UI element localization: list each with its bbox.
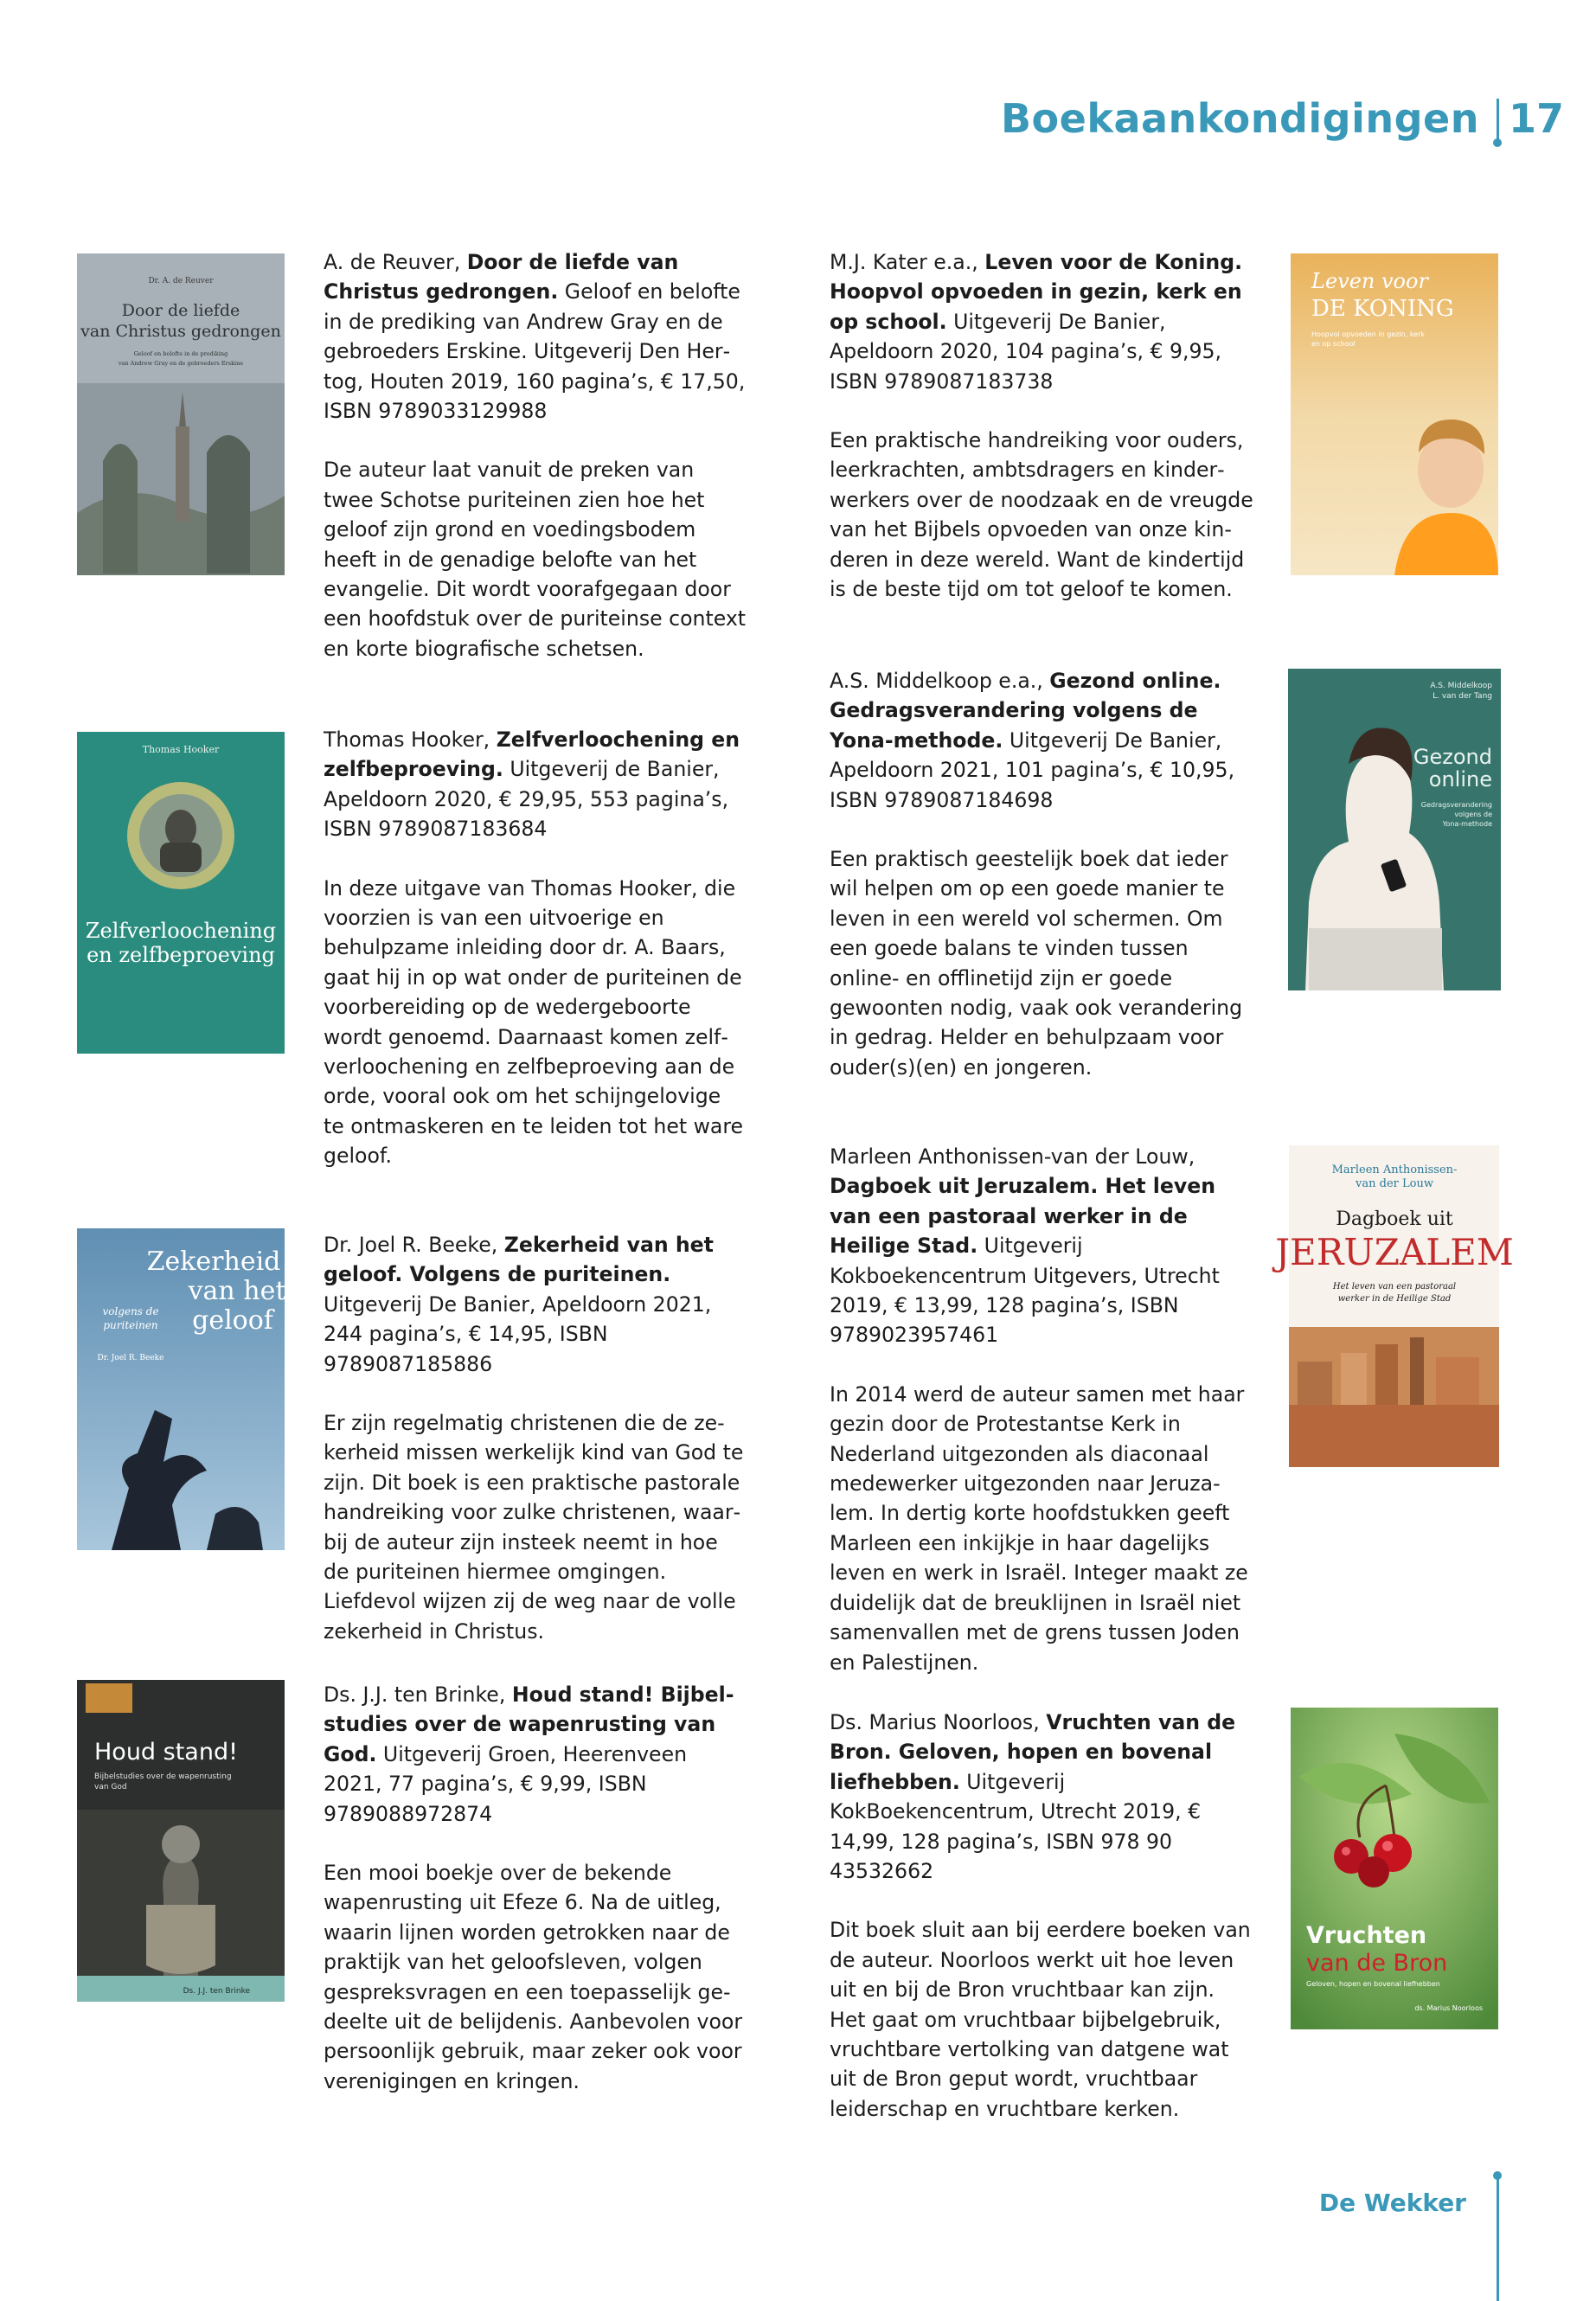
- cover-title: Dagboek uit: [1336, 1208, 1453, 1230]
- cover-title: en zelfbeproeving: [87, 943, 275, 967]
- cover-author: Dr. A. de Reuver: [148, 277, 214, 285]
- cover-subtitle: volgens de: [1454, 811, 1492, 818]
- book-cover-noorloos: [1291, 1708, 1498, 2029]
- cover-title: Door de liefde: [121, 301, 240, 320]
- book-entry: [830, 247, 1253, 633]
- book-citation: [324, 725, 747, 844]
- cover-author: ds. Marius Noorloos: [1414, 2004, 1483, 2012]
- cover-subtitle: Gedragsverandering: [1420, 801, 1492, 809]
- book-description: In deze uitgave van Thomas Hooker, die voorzien is van een uitvoerige en behulpzame inleiding door dr. A. Baars, gaat hij in op wat onder de puriteinen de voorbereiding op de wedergeboorte wordt genoemd. Daarnaast komen zelfverloochening en zelfbeproeving aan de orde, vooral ook om het schijngelovige te ontmaskeren en te leiden tot het ware geloof.: [324, 875, 744, 1169]
- cover-title: van het: [188, 1276, 286, 1306]
- book-entry: [830, 1142, 1253, 1707]
- book-cover-anthonissen: [1275, 1145, 1514, 1467]
- book-cover-ten-brinke: [77, 1680, 285, 2002]
- book-description: Een praktisch geestelijk boek dat ieder wil helpen om op een goede manier te leven in een wereld vol schermen. Om een goede balans te vinden tussen online- en offlinetijd zijn er goede gewoonten nodig, vaak ook verandering in gedrag. Helder en behulpzaam voor ouder(s)(en) en jongeren.: [830, 847, 1243, 1080]
- book-citation: [324, 1230, 747, 1379]
- cover-author: Dr. Joel R. Beeke: [97, 1354, 164, 1362]
- cover-author: A.S. Middelkoop: [1430, 682, 1492, 690]
- book-entry: [324, 1230, 747, 1676]
- book-title: Vruchten van de Bron. Geloven, hopen en bovenal liefhebben.: [830, 1710, 1236, 1794]
- book-details: Geloof en belofte in de prediking van Andrew Gray en de gebroeders Erskine. Uitgeverij Den Hertog, Houten 2019, 160 pagina’s, € 17,50, ISBN 9789033129988: [324, 279, 746, 424]
- cover-title: Leven voor: [1311, 269, 1428, 293]
- cover-title: Houd stand!: [94, 1739, 238, 1766]
- cover-author: van der Louw: [1356, 1177, 1433, 1190]
- cover-subtitle: van God: [94, 1783, 127, 1791]
- book-author: A. de Reuver,: [324, 250, 467, 274]
- cover-title: online: [1428, 767, 1492, 792]
- book-description: Dit boek sluit aan bij eerdere boeken van de auteur. Noorloos werkt uit hoe leven uit en bij de Bron vruchtbaar kan zijn. Het gaat om vruchtbaar bijbelgebruik, vruchtbare vertolking van datgene wat uit de Bron geput wordt, vruchtbaar leiderschap en vruchtbare kerken.: [830, 1918, 1251, 2121]
- cover-author: Ds. J.J. ten Brinke: [183, 1987, 250, 1996]
- cover-author: L. van der Tang: [1433, 692, 1492, 701]
- book-cover-hooker: [77, 732, 285, 1054]
- cover-title: van de Bron: [1306, 1950, 1448, 1977]
- page-number: 17: [1509, 95, 1565, 142]
- book-author: M.J. Kater e.a.,: [830, 250, 985, 274]
- book-author: Dr. Joel R. Beeke,: [324, 1233, 504, 1257]
- book-author: Ds. J.J. ten Brinke,: [324, 1682, 512, 1707]
- book-details: Uitgeverij De Banier, Apeldoorn 2021, 101 pagina’s, € 10,95, ISBN 9789087184698: [830, 727, 1235, 812]
- book-citation: [324, 1680, 747, 1829]
- book-entry: [324, 247, 747, 693]
- book-description: Er zijn regelmatig christenen die de zekerheid missen werkelijk kind van God te zijn. Dit boek is een praktische pastorale handreiking voor zulke christenen, waarbij de auteur zijn insteek neemt in hoe de puriteinen hiermee omgingen. Liefdevol wijzen zij de weg naar de volle zekerheid in Christus.: [324, 1411, 744, 1644]
- cover-author: Marleen Anthonissen-: [1331, 1163, 1458, 1176]
- cover-title: van Christus gedrongen: [80, 322, 281, 341]
- cover-author: Thomas Hooker: [142, 744, 220, 755]
- book-title: Leven voor de Koning. Hoopvol opvoeden in gezin, kerk en op school.: [830, 250, 1243, 334]
- cover-title: Zelfverloochening: [85, 919, 277, 943]
- book-citation: [830, 247, 1253, 396]
- book-cover-middelkoop: [1288, 669, 1501, 990]
- cover-subtitle: Geloven, hopen en bovenal liefhebben: [1306, 1980, 1440, 1988]
- book-title: Houd stand! Bijbelstudies over de wapenrusting van God.: [324, 1682, 734, 1766]
- cover-subtitle: werker in de Heilige Stad: [1337, 1294, 1452, 1304]
- cover-title: Gezond: [1413, 745, 1492, 769]
- book-description: Een mooi boekje over de bekende wapenrusting uit Efeze 6. Na de uitleg, waarin lijnen worden getrokken naar de praktijk van het geloofsleven, volgen gespreksvragen en een toepasselijk gedeelte uit de belijdenis. Aanbevolen voor persoonlijk gebruik, maar zeker ook voor verenigingen en kringen.: [324, 1861, 743, 2093]
- book-author: Ds. Marius Noorloos,: [830, 1710, 1047, 1734]
- book-title: Zelfverloochening en zelfbeproeving.: [324, 727, 740, 782]
- book-description: De auteur laat vanuit de preken van twee Schotse puriteinen zien hoe het geloof zijn grond en voedingsbodem heeft in de genadige belofte van het evangelie. Dit wordt voorafgegaan door een hoofdstuk over de puriteinse context en korte biografische schetsen.: [324, 458, 747, 661]
- book-cover-beeke: [77, 1228, 285, 1550]
- cover-title: DE KONING: [1311, 296, 1454, 322]
- book-details: Uitgeverij Groen, Heerenveen 2021, 77 pagina’s, € 9,99, ISBN 9789088972874: [324, 1741, 688, 1826]
- book-entry: [830, 666, 1253, 1112]
- book-title: Gezond online. Gedragsverandering volgens de Yona-methode.: [830, 669, 1221, 753]
- cover-subtitle: van Andrew Gray en de gebroeders Erskine: [118, 360, 244, 367]
- footer-divider: [1497, 2176, 1499, 2301]
- book-cover-kater: [1291, 253, 1498, 575]
- book-description: Een praktische handreiking voor ouders, leerkrachten, ambtsdragers en kinderwerkers over de noodzaak en de vreugde van het Bijbels opvoeden van onze kinderen in deze wereld. Want de kindertijd is de beste tijd om tot geloof te komen.: [830, 428, 1253, 602]
- cover-subtitle: volgens de: [102, 1305, 159, 1317]
- cover-subtitle: puriteinen: [103, 1319, 158, 1331]
- book-title: Dagboek uit Jeruzalem. Het leven van een pastoraal werker in de Heilige Stad.: [830, 1174, 1216, 1259]
- book-author: Marleen Anthonissen-van der Louw,: [830, 1144, 1195, 1169]
- book-details: Uitgeverij KokBoekencentrum, Utrecht 2019, € 14,99, 128 pagina’s, ISBN 978 90 43532662: [830, 1769, 1202, 1884]
- book-details: Uitgeverij de Banier, Apeldoorn 2020, € 29,95, 553 pagina’s, ISBN 9789087183684: [324, 757, 729, 842]
- book-entry: [324, 725, 747, 1201]
- cover-subtitle: Bijbelstudies over de wapenrusting: [94, 1772, 232, 1781]
- book-title: Door de liefde van Christus gedrongen.: [324, 250, 679, 304]
- cover-subtitle: Het leven van een pastoraal: [1332, 1282, 1457, 1292]
- book-details: Uitgeverij De Banier, Apeldoorn 2020, 104 pagina’s, € 9,95, ISBN 9789087183738: [830, 309, 1222, 394]
- book-author: A.S. Middelkoop e.a.,: [830, 669, 1050, 693]
- book-entry: [324, 1680, 747, 2125]
- cover-subtitle: Hoopvol opvoeden in gezin, kerk: [1311, 330, 1426, 338]
- section-title: Boekaankondigingen: [1000, 95, 1479, 142]
- header-divider: [1497, 99, 1499, 142]
- book-citation: [324, 247, 747, 426]
- cover-subtitle: en op school: [1311, 340, 1356, 348]
- book-author: Thomas Hooker,: [324, 727, 497, 752]
- cover-title: Vruchten: [1306, 1922, 1427, 1949]
- cover-subtitle: Geloof en belofte in de prediking: [133, 350, 228, 357]
- book-citation: [830, 666, 1253, 815]
- book-title: Zekerheid van het geloof. Volgens de puriteinen.: [324, 1233, 714, 1287]
- book-citation: [830, 1142, 1253, 1350]
- cover-title: Zekerheid: [146, 1247, 281, 1277]
- book-entry: [830, 1708, 1253, 2153]
- cover-title: geloof: [192, 1305, 273, 1336]
- book-details: Uitgeverij Kokboekencentrum Uitgevers, Utrecht 2019, € 13,99, 128 pagina’s, ISBN 9789023957461: [830, 1234, 1220, 1348]
- cover-title: JERUZALEM: [1275, 1231, 1514, 1273]
- book-citation: [830, 1708, 1253, 1886]
- header-divider-dot: [1493, 138, 1502, 147]
- book-cover-de-reuver: [77, 253, 285, 575]
- cover-subtitle: Yona-methode: [1442, 820, 1492, 828]
- book-description: In 2014 werd de auteur samen met haar gezin door de Protestantse Kerk in Nederland uitgezonden als diaconaal medewerker uitgezonden naar Jeruzalem. In dertig korte hoofdstukken geeft Marleen een inkijkje in haar dagelijks leven en werk in Israël. Integer maakt ze duidelijk dat de breuklijnen in Israël niet samenvallen met de grens tussen Joden en Palestijnen.: [830, 1381, 1248, 1675]
- magazine-name: De Wekker: [1318, 2189, 1466, 2217]
- book-details: Uitgeverij De Banier, Apeldoorn 2021, 244 pagina’s, € 14,95, ISBN 9789087185886: [324, 1292, 712, 1376]
